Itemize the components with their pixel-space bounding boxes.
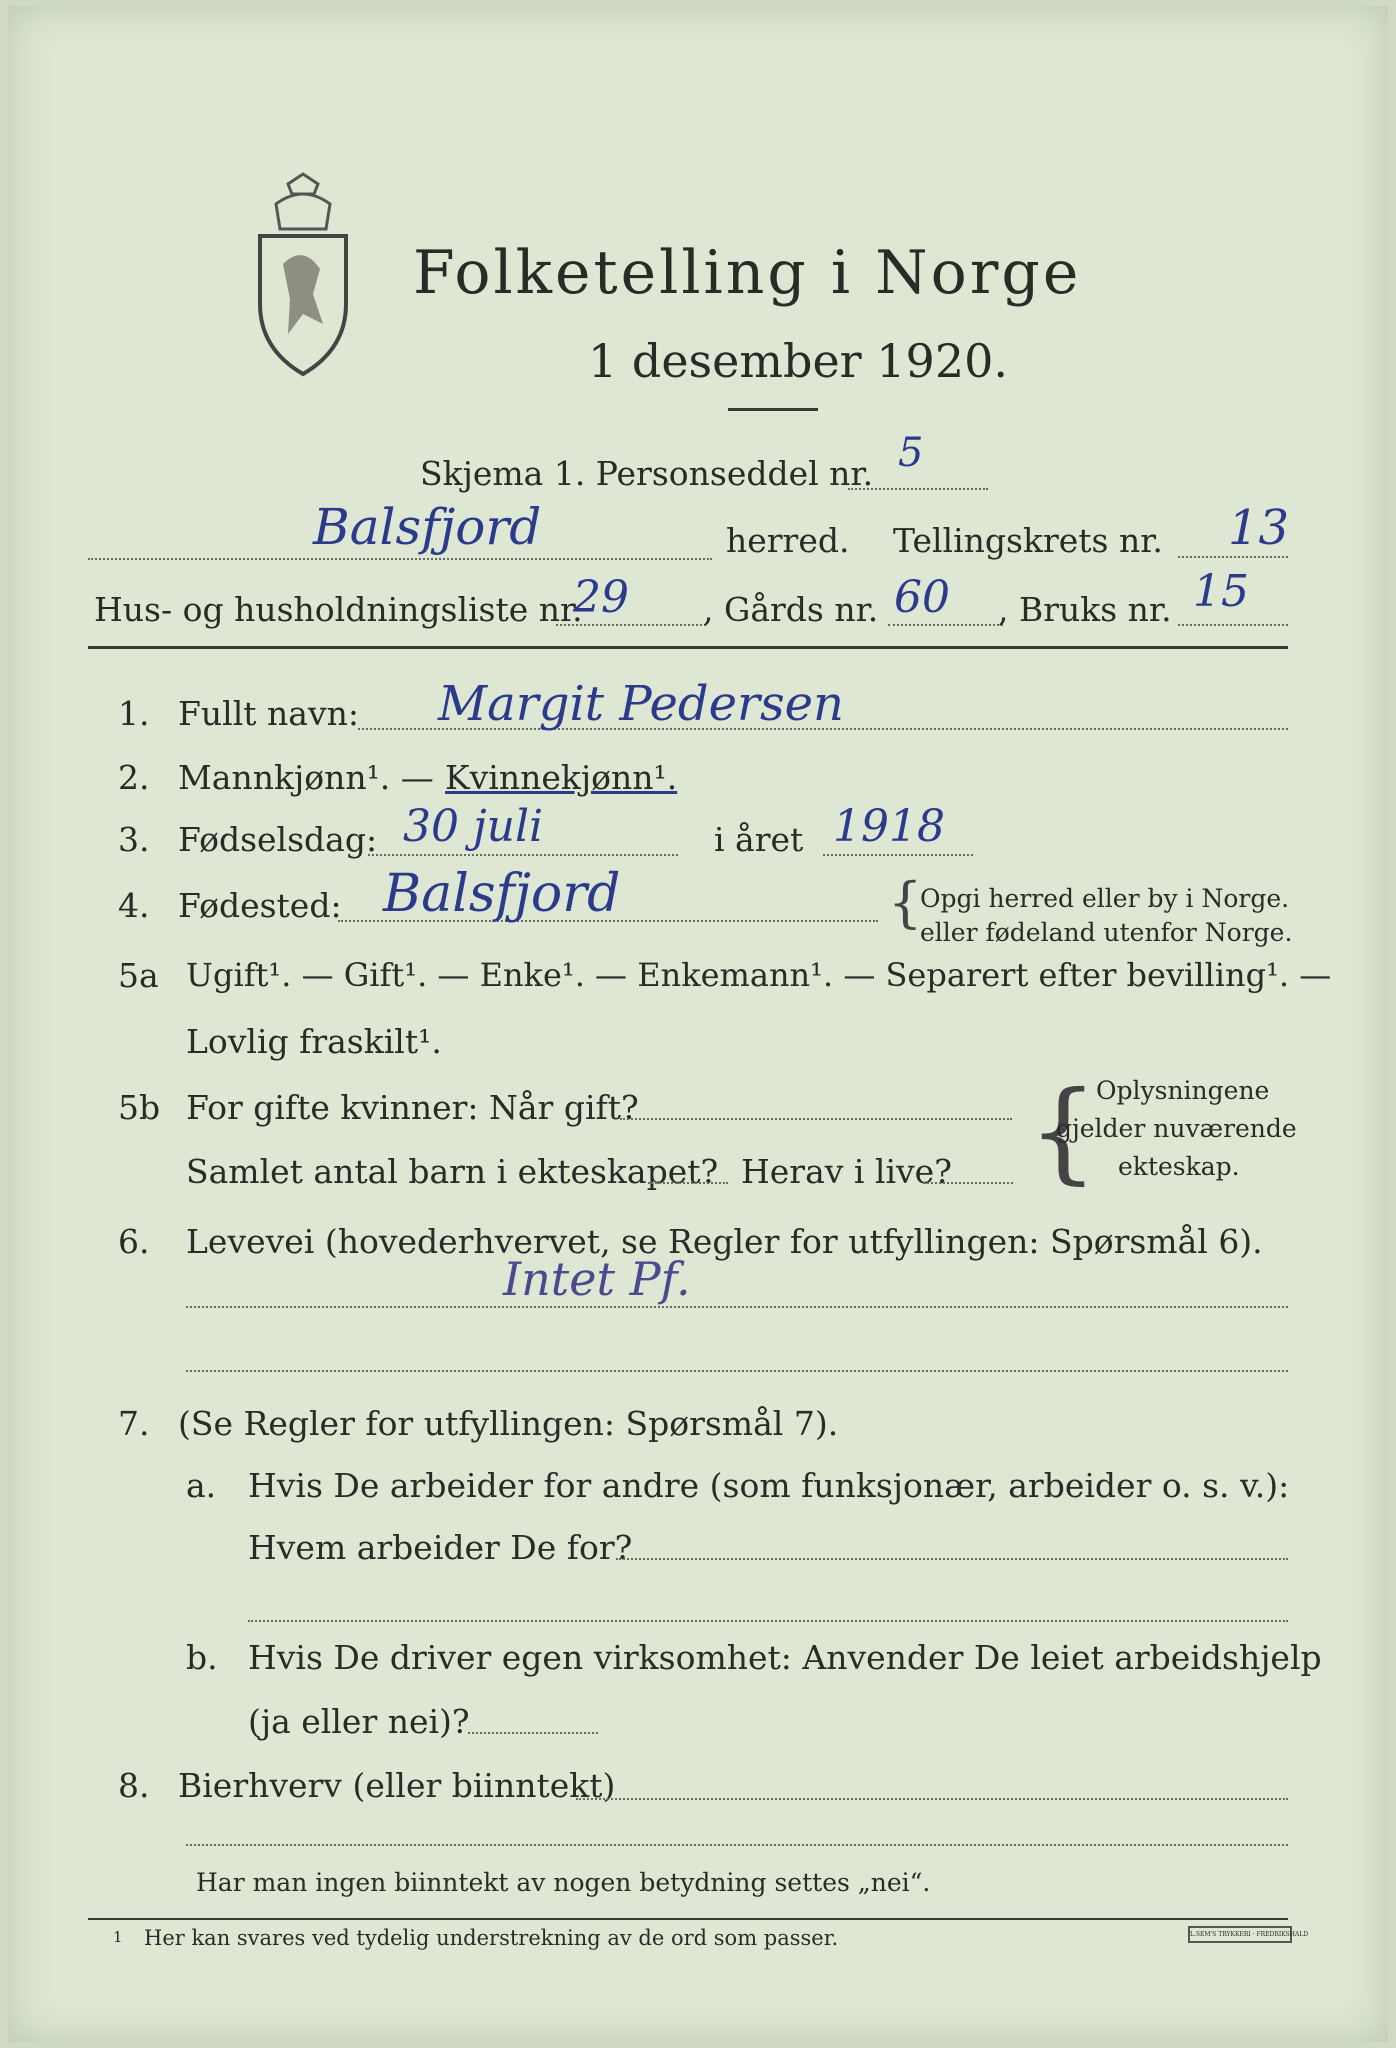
gards-label: , Gårds nr.	[703, 590, 879, 629]
q4-value: Balsfjord	[383, 864, 621, 924]
q2-number: 2.	[118, 758, 150, 797]
census-form	[8, 6, 1388, 2042]
q6-label: Levevei (hovederhvervet, se Regler for utfyllingen: Spørsmål 6).	[186, 1222, 1263, 1261]
q5b-married-line	[620, 1118, 1012, 1120]
husholdningsliste-value: 29	[573, 572, 629, 623]
tellingskrets-label: Tellingskrets nr.	[893, 521, 1163, 560]
q5b-children-line	[648, 1182, 728, 1184]
q1-label: Fullt navn:	[178, 694, 359, 733]
header-rule	[88, 646, 1288, 649]
q5a-line-2: Lovlig fraskilt¹.	[186, 1022, 442, 1061]
q8-line-1	[576, 1798, 1288, 1800]
q6-value: Intet Pf.	[503, 1252, 691, 1306]
q1-value: Margit Pedersen	[438, 676, 844, 732]
q2-label-male: Mannkjønn¹. —	[178, 758, 434, 797]
herred-line	[88, 558, 712, 560]
q4-brace: {	[888, 871, 923, 934]
q5b-note-2: gjelder nuværende	[1056, 1114, 1297, 1143]
q8-line-2	[186, 1844, 1288, 1846]
q5a-number: 5a	[118, 956, 159, 995]
q5b-alive-line	[923, 1182, 1013, 1184]
q5b-number: 5b	[118, 1088, 161, 1127]
q7b-letter: b.	[186, 1638, 218, 1677]
schema-line	[848, 488, 988, 490]
tellingskrets-value: 13	[1228, 500, 1290, 556]
q7b-line-1: Hvis De driver egen virksomhet: Anvender De leiet arbeidshjelp	[248, 1638, 1322, 1677]
q7a-answer-line-1	[616, 1558, 1288, 1560]
q5b-note-1: Oplysningene	[1096, 1076, 1270, 1105]
q4-note-2: eller fødeland utenfor Norge.	[920, 918, 1293, 947]
footnote-number: 1	[113, 1928, 123, 1946]
herred-value: Balsfjord	[313, 498, 542, 556]
q5b-brace: {	[1028, 1067, 1098, 1195]
q4-note-1: Opgi herred eller by i Norge.	[920, 884, 1290, 913]
q6-line-1	[186, 1306, 1288, 1308]
q5a-line-1: Ugift¹. — Gift¹. — Enke¹. — Enkemann¹. — Separert efter bevilling¹. —	[186, 956, 1332, 994]
q7b-line-2: (ja eller nei)?	[248, 1702, 470, 1741]
q5b-note-3: ekteskap.	[1118, 1152, 1240, 1181]
q4-number: 4.	[118, 886, 150, 925]
q3-number: 3.	[118, 820, 150, 859]
q5b-label-children: Samlet antal barn i ekteskapet?	[186, 1152, 719, 1191]
census-date: 1 desember 1920.	[588, 334, 1008, 388]
q3-year-label: i året	[714, 820, 804, 859]
schema-value: 5	[898, 430, 924, 476]
schema-label: Skjema 1. Personseddel nr.	[420, 454, 874, 493]
q6-line-2	[186, 1370, 1288, 1372]
q7-number: 7.	[118, 1404, 150, 1443]
q8-number: 8.	[118, 1766, 150, 1805]
bruks-label: , Bruks nr.	[998, 590, 1172, 629]
bruks-value: 15	[1193, 566, 1249, 617]
gards-value: 60	[894, 572, 950, 623]
coat-of-arms-icon	[248, 174, 358, 379]
q5b-label-married: For gifte kvinner: Når gift?	[186, 1088, 639, 1127]
q3-year-value: 1918	[833, 801, 945, 852]
nei-note: Har man ingen biinntekt av nogen betydning settes „nei“.	[196, 1868, 931, 1897]
q7b-answer-line	[468, 1732, 598, 1734]
q2-label-female: Kvinnekjønn¹.	[445, 758, 678, 797]
herred-label: herred.	[726, 521, 850, 560]
tellingskrets-line	[1178, 556, 1288, 558]
footnote-text: Her kan svares ved tydelig understrekning av de ord som passer.	[144, 1926, 839, 1950]
husholdningsliste-line	[556, 624, 706, 626]
q1-number: 1.	[118, 694, 150, 733]
q7a-answer-line-2	[248, 1620, 1288, 1622]
gards-line	[888, 624, 1003, 626]
q3-year-line	[823, 854, 973, 856]
footer-rule	[88, 1918, 1288, 1920]
q3-line	[368, 854, 678, 856]
q3-label: Fødselsdag:	[178, 820, 378, 859]
q7a-line-1: Hvis De arbeider for andre (som funksjonær, arbeider o. s. v.):	[248, 1466, 1290, 1505]
title-divider	[728, 408, 818, 411]
printer-stamp: L.SEM'S TRYKKERI · FREDRIKSHALD	[1188, 1926, 1292, 1943]
form-title: Folketelling i Norge	[413, 238, 1082, 308]
q7a-letter: a.	[186, 1466, 217, 1505]
q6-number: 6.	[118, 1222, 150, 1261]
q4-label: Fødested:	[178, 886, 342, 925]
bruks-line	[1178, 624, 1288, 626]
husholdningsliste-label: Hus- og husholdningsliste nr.	[94, 590, 583, 629]
q7-label: (Se Regler for utfyllingen: Spørsmål 7).	[178, 1404, 839, 1443]
q3-value: 30 juli	[403, 801, 544, 852]
q5b-label-alive: Herav i live?	[741, 1152, 952, 1191]
q7a-line-2: Hvem arbeider De for?	[248, 1528, 633, 1567]
q8-label: Bierhverv (eller biinntekt)	[178, 1766, 616, 1805]
